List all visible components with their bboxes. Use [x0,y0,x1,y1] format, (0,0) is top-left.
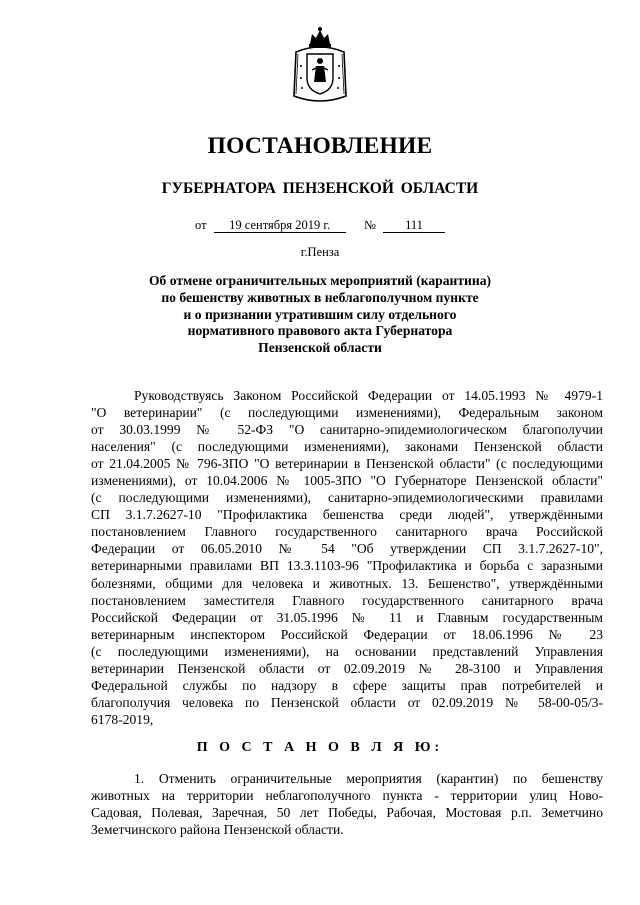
decree-item-1 [91,770,603,838]
document-date: 19 сентября 2019 г. [214,218,346,233]
document-type-title: ПОСТАНОВЛЕНИЕ [207,133,433,159]
preamble-line: благополучия человека по Пензенской области от 02.09.2019 № 58-00-05/3- [91,694,603,710]
subject-line: по бешенству животных в неблагополучном пункте [161,289,479,305]
item-line: Садовая, Полевая, Заречная, 50 лет Победы, Рабочая, Мостовая р.п. Земетчино [91,805,603,821]
city: г.Пенза [300,245,340,259]
preamble-line: Федеральной службы по надзору в сфере защиты прав потребителей и [91,677,603,693]
preamble-line: Руководствуясь Законом Российской Федерации от 14.05.1993 № 4979-1 [134,388,603,403]
document-subject [0,273,640,357]
preamble-line: СП 3.1.7.2627-10 "Профилактика бешенства среди людей", утверждёнными [91,507,603,523]
preamble-line: ветеринарным инспектором Российской Федерации от 18.06.1996 № 23 [91,626,603,642]
item-line: животных на территории неблагополучного пункта - территории улиц Ново- [91,788,603,804]
penza-region-coat-of-arms-icon [290,26,350,106]
preamble-line: от 30.03.1999 № 52-ФЗ "О санитарно-эпидемиологическом благополучии [91,422,603,438]
subject-line: и о признании утратившим силу отдельного [183,306,457,322]
date-number-line [0,218,640,233]
preamble-line: болезнями, общими для человека и животных. 13. Бешенство", утверждёнными [91,575,603,591]
preamble-line: (с последующими изменениями), санитарно-эпидемиологическими правилами [91,490,603,506]
preamble-line: населения" (с последующими изменениями), законами Пензенской области [91,439,603,455]
preamble-line: от 21.04.2005 № 796-ЗПО "О ветеринарии в Пензенской области" (с последующими [91,456,603,472]
subject-line: Пензенской области [258,340,382,356]
preamble-line: ветеринарии Пензенской области от 02.09.2019 № 28-3100 и Управления [91,660,603,676]
date-prefix: от [195,218,207,232]
decree-heading: П О С Т А Н О В Л Я Ю: [196,740,444,755]
item-line: Земетчинского района Пензенской области. [91,822,344,838]
preamble-paragraph [91,387,603,728]
subject-line: Об отмене ограничительных мероприятий (карантина) [148,273,492,288]
number-prefix: № [363,218,376,232]
preamble-line: 6178-2019, [91,711,154,727]
preamble-line: Федерации от 06.05.2010 № 54 "Об утверждении СП 3.1.7.2627-10", [91,541,603,557]
item-line: 1. Отменить ограничительные мероприятия (карантин) по бешенству [134,771,603,786]
preamble-line: (с последующими изменениями), на основании представлений Управления [91,643,603,659]
preamble-line: Российской Федерации от 31.05.1996 № 11 и Главным государственным [91,609,603,625]
document-number: 111 [383,218,445,233]
preamble-line: ветеринарными правилами ВП 13.3.1103-96 "Профилактика и борьба с заразными [91,558,603,574]
preamble-line: постановлением Главного государственного санитарного врача Российской [91,524,603,540]
issuing-authority: ГУБЕРНАТОРА ПЕНЗЕНСКОЙ ОБЛАСТИ [161,180,479,197]
subject-line: нормативного правового акта Губернатора [187,323,453,339]
preamble-line: "О ветеринарии" (с последующими изменениями), Федеральным законом [91,405,603,421]
preamble-line: постановлением заместителя Главного государственного санитарного врача [91,592,603,608]
preamble-line: изменениями), от 10.04.2006 № 1005-ЗПО "О Губернаторе Пензенской области" [91,473,603,489]
